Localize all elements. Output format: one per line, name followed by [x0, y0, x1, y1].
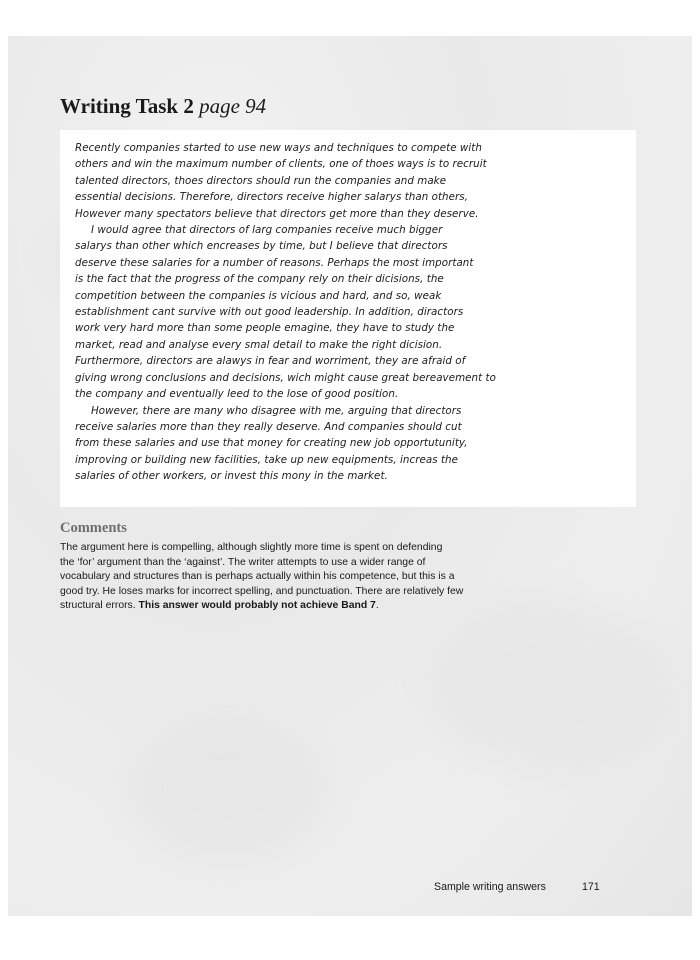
essay-line: salaries of other workers, or invest this mony in the market.	[75, 470, 388, 483]
essay-line: However, there are many who disagree with me, arguing that directors	[91, 404, 462, 417]
essay-line: others and win the maximum number of clients, one of thoes ways is to recruit	[75, 158, 487, 171]
essay-line: market, read and analyse every smal detail to make the right dicision.	[75, 338, 443, 351]
comment-line-last	[60, 599, 540, 614]
essay-line: establishment cant survive with out good leadership. In addition, diractors	[75, 306, 464, 319]
essay-line: essential decisions. Therefore, directors receive higher salarys than others,	[75, 191, 469, 204]
handwritten-essay	[75, 140, 631, 485]
essay-line: deserve these salaries for a number of reasons. Perhaps the most important	[75, 256, 474, 269]
handwritten-essay-card	[60, 130, 636, 507]
paper-texture	[128, 716, 328, 866]
page-number: 171	[582, 881, 600, 893]
section-heading	[60, 94, 266, 119]
essay-line: Furthermore, directors are alawys in fear and worriment, they are afraid of	[75, 355, 466, 368]
essay-line: I would agree that directors of larg companies receive much bigger	[91, 224, 443, 237]
essay-line: improving or building new facilities, take up new equipments, increas the	[75, 453, 459, 466]
comment-text-end: .	[375, 600, 379, 612]
essay-line: from these salaries and use that money for creating new job opportutunity,	[75, 437, 468, 450]
essay-line: Recently companies started to use new ways and techniques to compete with	[75, 142, 482, 154]
comments-body	[60, 541, 540, 614]
essay-line: competition between the companies is vicious and hard, and so, weak	[75, 289, 442, 302]
comment-line: vocabulary and structures than is perhaps actually within his competence, but this is a	[60, 571, 455, 583]
essay-line: giving wrong conclusions and decisions, wich might cause great bereavement to	[75, 371, 496, 384]
book-page	[8, 36, 692, 916]
heading-title: Writing Task 2	[60, 94, 194, 118]
essay-line: work very hard more than some people emagine, they have to study the	[75, 322, 455, 335]
essay-line: is the fact that the progress of the company rely on their dicisions, the	[75, 273, 444, 286]
comments-heading: Comments	[60, 520, 127, 536]
comment-line: The argument here is compelling, although slightly more time is spent on defending	[60, 542, 443, 553]
essay-line: receive salaries more than they really deserve. And companies should cut	[75, 420, 462, 433]
comment-line: the ‘for’ argument than the ‘against’. The writer attempts to use a wider range of	[60, 556, 426, 568]
essay-line: the company and eventually leed to the lose of good position.	[75, 388, 399, 401]
essay-line: talented directors, thoes directors should run the companies and make	[75, 174, 447, 187]
heading-page-reference: page 94	[199, 94, 267, 118]
comment-line: good try. He loses marks for incorrect spelling, and punctuation. There are relatively few	[60, 585, 464, 597]
paper-texture	[428, 596, 668, 776]
essay-line: salarys than other which encreases by time, but I believe that directors	[75, 240, 448, 253]
essay-line: However many spectators believe that directors get more than they deserve.	[75, 207, 479, 220]
comment-text: structural errors.	[60, 600, 139, 612]
footer-section-title: Sample writing answers	[434, 881, 546, 893]
band-verdict: This answer would probably not achieve Band 7	[138, 600, 376, 612]
